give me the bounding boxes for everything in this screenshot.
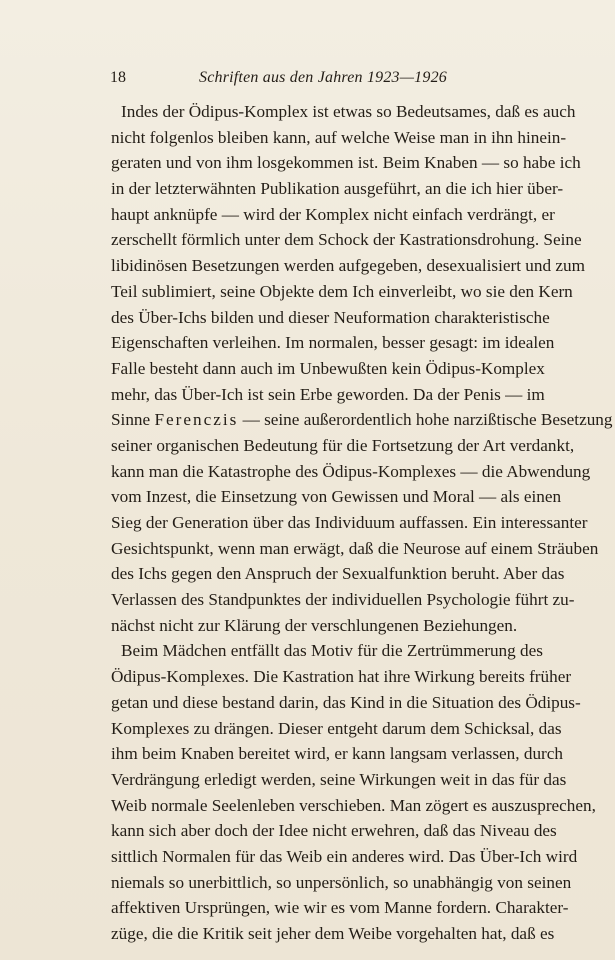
text-line: vom Inzest, die Einsetzung von Gewissen und Moral — als einen (111, 487, 562, 507)
text-line: Komplexes zu drängen. Dieser entgeht darum dem Schicksal, das (111, 718, 562, 738)
text-line: nicht folgenlos bleiben kann, auf welche Weise man in ihn hinein- (111, 127, 567, 147)
text-line: Verdrängung erledigt werden, seine Wirkungen weit in das für das (111, 769, 567, 789)
running-title: Schriften aus den Jahren 1923—1926 (199, 69, 447, 86)
text-line: Gesichtspunkt, wenn man erwägt, daß die Neurose auf einem Sträuben (111, 538, 599, 558)
text-line: niemals so unerbittlich, so unpersönlich, so unabhängig von seinen (111, 872, 572, 892)
text-line: mehr, das Über-Ich ist sein Erbe geworden. Da der Penis — im (111, 384, 545, 404)
text-line: Sinne Ferenczis — seine außerordentlich hohe narzißtische Besetzung (111, 410, 613, 430)
text-line: ihm beim Knaben bereitet wird, er kann langsam verlassen, durch (111, 744, 563, 764)
text-line: Falle besteht dann auch im Unbewußten kein Ödipus-Komplex (111, 358, 545, 378)
text-line: Eigenschaften verleihen. Im normalen, besser gesagt: im idealen (111, 333, 555, 353)
text-line: in der letzterwähnten Publikation ausgeführt, an die ich hier über- (111, 179, 564, 199)
text-line: sittlich Normalen für das Weib ein anderes wird. Das Über-Ich wird (111, 846, 578, 866)
text-line: affektiven Ursprüngen, wie wir es vom Manne fordern. Charakter- (111, 898, 569, 918)
page-number: 18 (110, 69, 126, 86)
text-line: haupt anknüpfe — wird der Komplex nicht einfach verdrängt, er (111, 204, 555, 224)
text-line: getan und diese bestand darin, das Kind in die Situation des Ödipus- (111, 692, 581, 712)
text-line: kann sich aber doch der Idee nicht erwehren, daß das Niveau des (111, 821, 557, 841)
text-line: Beim Mädchen entfällt das Motiv für die Zertrümmerung des (121, 641, 543, 661)
text-line: Indes der Ödipus-Komplex ist etwas so Bedeutsames, daß es auch (121, 102, 576, 121)
paragraph-maedchen (111, 638, 596, 946)
text-line: libidinösen Besetzungen werden aufgegeben, desexualisiert und zum (111, 256, 585, 276)
text-line: Verlassen des Standpunktes der individuellen Psychologie führt zu- (111, 590, 575, 610)
text-line: zerschellt förmlich unter dem Schock der Kastrationsdrohung. Seine (111, 230, 582, 250)
text-line: seiner organischen Bedeutung für die Fortsetzung der Art verdankt, (111, 435, 575, 455)
text-line: Ödipus-Komplexes. Die Kastration hat ihre Wirkung bereits früher (111, 667, 572, 687)
running-header (110, 66, 536, 90)
text-line: geraten und von ihm losgekommen ist. Beim Knaben — so habe ich (111, 153, 581, 173)
text-line: Sieg der Generation über das Individuum auffassen. Ein interessanter (111, 513, 588, 532)
text-line: Weib normale Seelenleben verschieben. Man zögert es auszusprechen, (111, 795, 596, 815)
text-line: Teil sublimiert, seine Objekte dem Ich einverleibt, wo sie den Kern (111, 281, 573, 301)
text-line: züge, die die Kritik seit jeher dem Weibe vorgehalten hat, daß es (111, 924, 555, 943)
paragraph-kastration-knabe (111, 99, 613, 638)
text-line: kann man die Katastrophe des Ödipus-Komplexes — die Abwendung (111, 461, 591, 481)
text-line: des Über-Ichs bilden und dieser Neuformation charakteristische (111, 307, 550, 327)
text-line: nächst nicht zur Klärung der verschlungenen Beziehungen. (111, 615, 518, 635)
text-line: des Ichs gegen den Anspruch der Sexualfunktion beruht. Aber das (111, 564, 565, 584)
body-text (111, 99, 613, 947)
